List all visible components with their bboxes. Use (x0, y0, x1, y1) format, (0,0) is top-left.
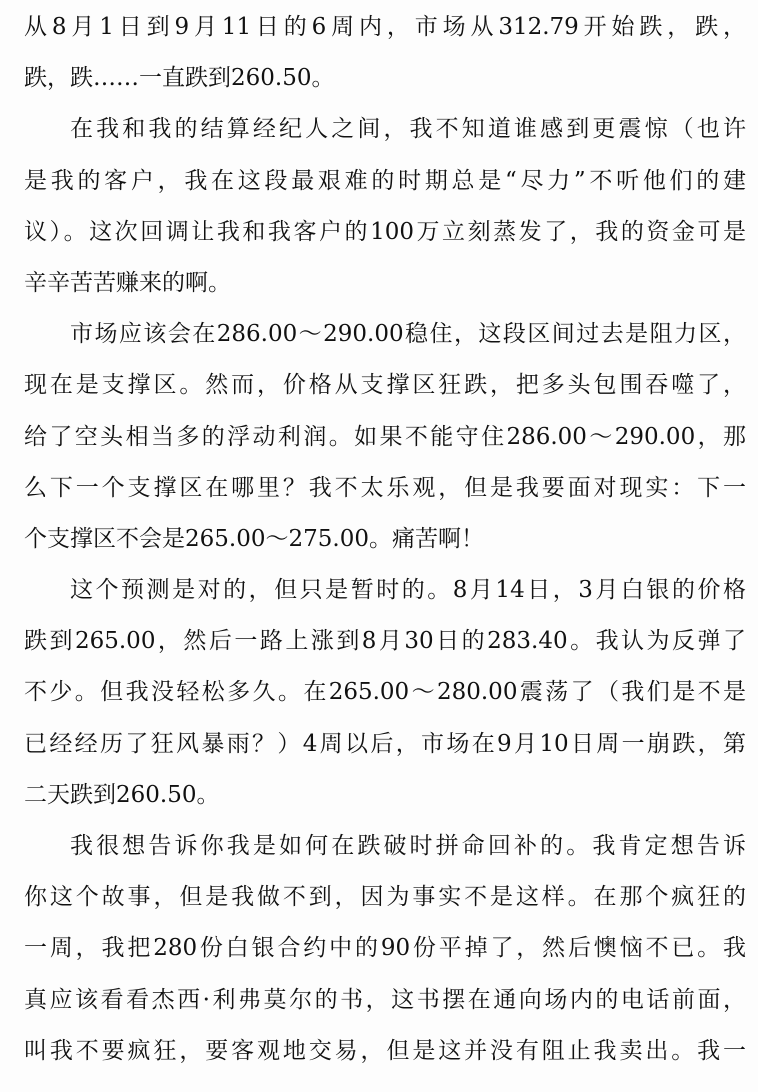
text-line: 你这个故事，但是我做不到，因为事实不是这样。在那个疯狂的 (24, 884, 746, 911)
paragraph-4 (24, 565, 746, 821)
document-body (24, 2, 746, 1077)
paragraph-1 (24, 2, 746, 104)
text-line: 么下一个支撑区在哪里？我不太乐观，但是我要面对现实：下一 (24, 474, 746, 501)
text-line: 我很想告诉你我是如何在跌破时拼命回补的。我肯定想告诉 (70, 833, 746, 859)
text-line: 议）。这次回调让我和我客户的100万立刻蒸发了，我的资金可是 (24, 218, 746, 245)
paragraph-3 (24, 309, 746, 565)
text-line: 市场应该会在286.00～290.00稳住，这段区间过去是阻力区， (70, 321, 746, 348)
text-line: 个支撑区不会是265.00～275.00。痛苦啊！ (24, 525, 484, 552)
text-line: 叫我不要疯狂，要客观地交易，但是这并没有阻止我卖出。我一 (24, 1037, 746, 1064)
text-line: 从8月1日到9月11日的6周内，市场从312.79开始跌，跌， (24, 14, 746, 40)
text-line: 跌，跌……一直跌到260.50。 (24, 65, 335, 92)
text-line: 不少。但我没轻松多久。在265.00～280.00震荡了（我们是不是 (24, 679, 746, 706)
text-line: 现在是支撑区。然而，价格从支撑区狂跌，把多头包围吞噬了， (24, 372, 746, 399)
text-line: 在我和我的结算经纪人之间，我不知道谁感到更震惊（也许 (70, 116, 746, 143)
text-line: 已经经历了狂风暴雨？）4周以后，市场在9月10日周一崩跌，第 (24, 730, 746, 757)
text-line: 辛辛苦苦赚来的啊。 (24, 269, 231, 296)
paragraph-2 (24, 104, 746, 309)
text-line: 这个预测是对的，但只是暂时的。8月14日，3月白银的价格 (70, 577, 746, 604)
text-line: 给了空头相当多的浮动利润。如果不能守住286.00～290.00，那 (24, 423, 746, 450)
text-line: 一周，我把280份白银合约中的90份平掉了，然后懊恼不已。我 (24, 935, 746, 962)
text-line: 跌到265.00，然后一路上涨到8月30日的283.40。我认为反弹了 (24, 628, 746, 655)
paragraph-5 (24, 821, 746, 1077)
text-line: 是我的客户，我在这段最艰难的时期总是“尽力”不听他们的建 (24, 167, 746, 194)
text-line: 二天跌到260.50。 (24, 781, 220, 808)
text-line: 真应该看看杰西·利弗莫尔的书，这书摆在通向场内的电话前面， (24, 986, 746, 1013)
